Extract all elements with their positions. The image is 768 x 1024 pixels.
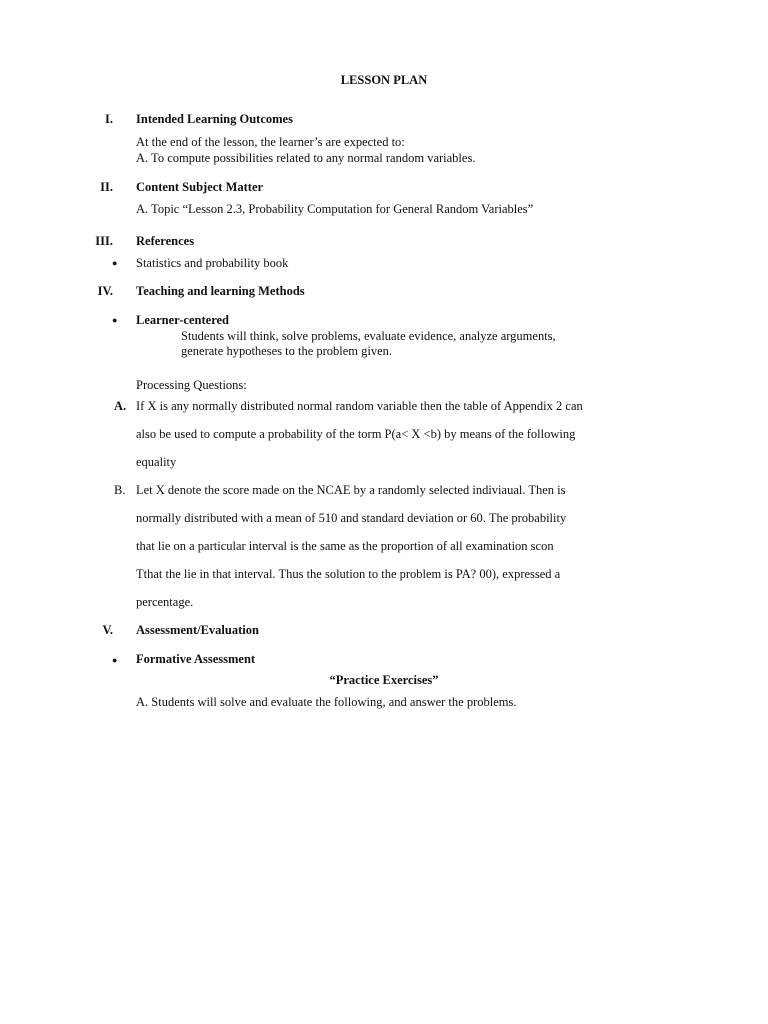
exercise-title: “Practice Exercises” [329, 673, 439, 687]
question-a-line: equality [136, 455, 177, 469]
question-a-line: If X is any normally distributed normal random variable then the table of Appendix 2 can [136, 399, 583, 413]
section-3-bullet: Statistics and probability book [136, 256, 289, 270]
section-2-item-a: A. Topic “Lesson 2.3, Probability Computation for General Random Variables” [136, 202, 534, 216]
section-1-numeral: I. [105, 112, 113, 126]
bullet-icon: ● [112, 655, 118, 665]
question-a-label: A. [114, 399, 127, 413]
section-1-intro: At the end of the lesson, the learner’s are expected to: [136, 135, 405, 149]
section-3-numeral: III. [95, 234, 113, 248]
question-b-line: Tthat the lie in that interval. Thus the solution to the problem is PA? 00), expressed a [136, 567, 561, 581]
section-4-numeral: IV. [97, 284, 113, 298]
section-5-bullet-heading: Formative Assessment [136, 652, 256, 666]
section-4-heading: Teaching and learning Methods [136, 284, 305, 298]
section-1-item-a: A. To compute possibilities related to any normal random variables. [136, 151, 476, 165]
section-5-numeral: V. [102, 623, 113, 637]
bullet-icon: ● [112, 315, 118, 325]
section-4-bullet-heading: Learner-centered [136, 313, 230, 327]
question-a-line: also be used to compute a probability of the torm P(a< X <b) by means of the following [136, 427, 576, 441]
bullet-icon: ● [112, 258, 118, 268]
section-4-bullet-text-1: Students will think, solve problems, evaluate evidence, analyze arguments, [181, 329, 556, 343]
page-title: LESSON PLAN [340, 73, 428, 87]
question-b-line: percentage. [136, 595, 194, 609]
section-2-numeral: II. [100, 180, 113, 194]
section-5-heading: Assessment/Evaluation [136, 623, 259, 637]
section-5-item-a: A. Students will solve and evaluate the following, and answer the problems. [136, 695, 517, 709]
section-3-heading: References [136, 234, 195, 248]
question-b-line: Let X denote the score made on the NCAE by a randomly selected indiviaual. Then is [136, 483, 566, 497]
section-4-bullet-text-2: generate hypotheses to the problem given. [181, 344, 393, 358]
processing-questions-label: Processing Questions: [136, 378, 247, 392]
question-b-line: that lie on a particular interval is the same as the proportion of all examination scon [136, 539, 554, 553]
section-2-heading: Content Subject Matter [136, 180, 264, 194]
section-1-heading: Intended Learning Outcomes [136, 112, 293, 126]
question-b-label: B. [114, 483, 126, 497]
question-b-line: normally distributed with a mean of 510 and standard deviation or 60. The probability [136, 511, 567, 525]
